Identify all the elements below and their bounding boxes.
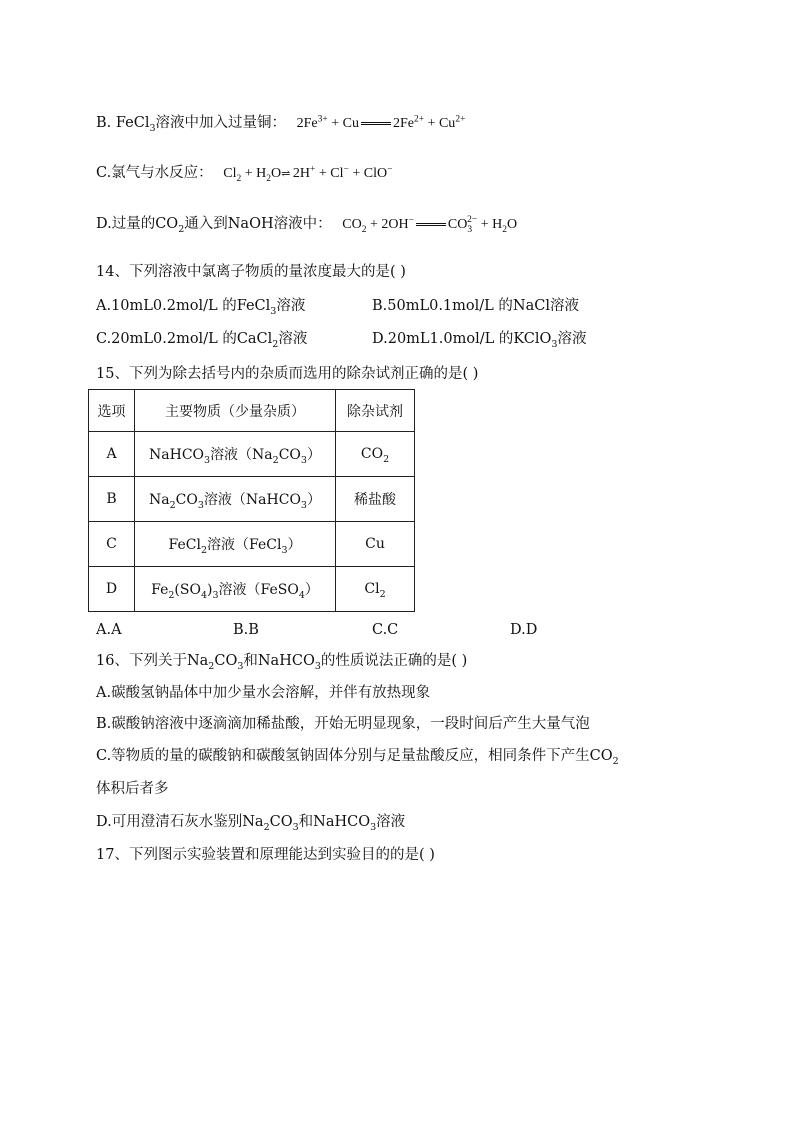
table-row — [89, 567, 415, 612]
table-cell-substance: $Fe_2(SO_4)_3$溶液（FeSO$_4$） — [135, 567, 336, 612]
q16-option-c-line1: C.等物质的量的碳酸钠和碳酸氢钠固体分别与足量盐酸反应，相同条件下产生$CO_2$ — [96, 748, 619, 767]
question-16-stem: 16、下列关于$Na_2CO_3$和NaHCO$_3$的性质说法正确的是( ) — [96, 653, 468, 672]
equation-d — [96, 214, 517, 235]
reversible-arrow-icon: ⇌ — [281, 168, 290, 180]
table-header-cell: 选项 — [89, 390, 135, 432]
impurity-table — [88, 389, 415, 612]
table-row — [89, 477, 415, 522]
q15-option-c: C.C — [372, 622, 399, 638]
table-cell-substance: NaHCO$_3$溶液$(Na_2CO_3)$ — [135, 432, 336, 477]
q15-option-a: A.A — [96, 622, 122, 638]
equation-b — [96, 113, 465, 134]
table-row — [89, 522, 415, 567]
equation-b-label: B. FeCl$_3$溶液中加入过量铜： — [96, 115, 287, 134]
table-row — [89, 432, 415, 477]
table-cell-option: D — [89, 567, 135, 612]
equation-c-label: C.氯气与水反应： — [96, 165, 213, 181]
q16-option-b: B.碳酸钠溶液中逐滴滴加稀盐酸，开始无明显现象，一段时间后产生大量气泡 — [96, 716, 590, 732]
equation-b-formula: $2Fe^{3+} + Cu$ $2Fe^{2+} + Cu^{2+}$ — [296, 114, 466, 131]
q16-option-a: A.碳酸氢钠晶体中加少量水会溶解，并伴有放热现象 — [96, 685, 431, 701]
q14-option-b: B.50mL0.1mol/L 的NaCl溶液 — [372, 298, 579, 314]
equals-arrow-icon — [416, 223, 446, 226]
equation-d-formula: $CO_2 + 2OH^-$ $CO_3^{2-} + H_2O$ — [342, 215, 518, 235]
table-header-cell: 主要物质（少量杂质） — [135, 390, 336, 432]
table-cell-option: C — [89, 522, 135, 567]
q16-option-d: D.可用澄清石灰水鉴别$Na_2CO_3$和NaHCO$_3$溶液 — [96, 814, 406, 833]
equation-c — [96, 163, 392, 184]
table-cell-option: B — [89, 477, 135, 522]
table-header-cell: 除杂试剂 — [336, 390, 415, 432]
table-cell-reagent: $Cl_2$ — [336, 567, 415, 612]
q15-option-b: B.B — [233, 622, 259, 638]
q16-option-c-line2: 体积后者多 — [96, 781, 169, 797]
table-cell-reagent: $CO_2$ — [336, 432, 415, 477]
question-14-stem: 14、下列溶液中氯离子物质的量浓度最大的是( ) — [96, 264, 406, 280]
table-cell-substance: $Na_2CO_3$溶液（NaHCO$_3$） — [135, 477, 336, 522]
equals-arrow-icon — [361, 122, 391, 125]
q14-option-d: D.20mL1.0mol/L 的KClO$_3$溶液 — [372, 331, 587, 350]
q15-option-d: D.D — [510, 622, 538, 638]
table-cell-option: A — [89, 432, 135, 477]
equation-c-formula: $Cl_2$ + $H_2O\rightleftharpoons$ 2H+ + Cl− + ClO− — [223, 164, 393, 184]
table-cell-substance: FeCl$_2$溶液（FeCl$_3$） — [135, 522, 336, 567]
table-cell-reagent: 稀盐酸 — [336, 477, 415, 522]
q14-option-c: C.20mL0.2mol/L 的CaCl$_2$溶液 — [96, 331, 308, 350]
q14-option-a: A.10mL0.2mol/L 的FeCl$_3$溶液 — [96, 298, 306, 317]
question-17-stem: 17、下列图示实验装置和原理能达到实验目的的是( ) — [96, 847, 435, 863]
table-header-row — [89, 390, 415, 432]
equation-d-label: D.过量的$CO_2$通入到NaOH溶液中： — [96, 216, 332, 235]
table-cell-reagent: Cu — [336, 522, 415, 567]
question-15-stem: 15、下列为除去括号内的杂质而选用的除杂试剂正确的是( ) — [96, 366, 479, 382]
